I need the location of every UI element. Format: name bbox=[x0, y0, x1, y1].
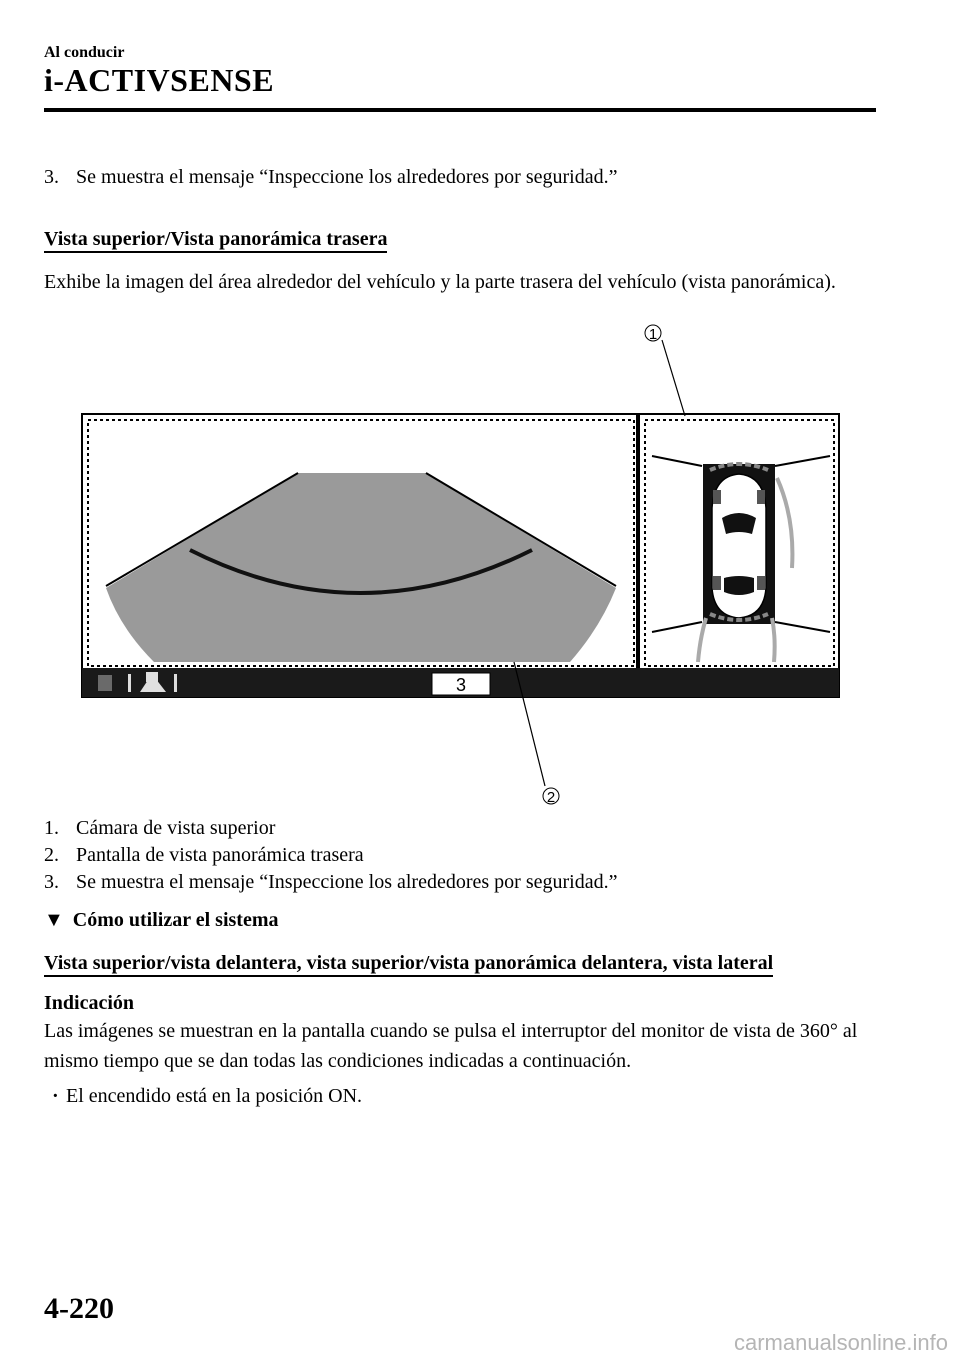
step-3 bbox=[44, 164, 884, 191]
subsection-paragraph: Exhibe la imagen del área alrededor del vehículo y la parte trasera del vehículo (vista panorámica). bbox=[44, 271, 836, 293]
bullet-icon: · bbox=[52, 1085, 59, 1107]
legend-item bbox=[44, 815, 884, 842]
legend-text: Pantalla de vista panorámica trasera bbox=[76, 844, 364, 866]
usage-heading bbox=[44, 909, 279, 932]
figure-legend bbox=[44, 815, 884, 896]
step-3-text: Se muestra el mensaje “Inspeccione los alrededores por seguridad.” bbox=[76, 166, 618, 188]
indication-title: Indicación bbox=[44, 992, 135, 1014]
legend-number: 3. bbox=[44, 871, 59, 893]
usage-heading-text: Cómo utilizar el sistema bbox=[72, 909, 279, 931]
legend-item bbox=[44, 869, 884, 896]
chapter-title: i-ACTIVSENSE bbox=[44, 62, 275, 98]
legend-text: Se muestra el mensaje “Inspeccione los alrededores por seguridad.” bbox=[76, 871, 618, 893]
indication-text: Las imágenes se muestran en la pantalla cuando se pulsa el interruptor del monitor de vista de 360° al mismo tiempo que se dan todas las condiciones indicadas a continuación. bbox=[44, 1020, 858, 1072]
triangle-marker-icon: ▼ bbox=[44, 909, 64, 931]
callout-2-label: 2 bbox=[546, 789, 556, 806]
legend-number: 1. bbox=[44, 817, 59, 839]
callout-1-leader bbox=[662, 340, 685, 416]
legend-text: Cámara de vista superior bbox=[76, 817, 276, 839]
usage-subheading-text: Vista superior/vista delantera, vista superior/vista panorámica delantera, vista lateral bbox=[44, 952, 773, 977]
legend-item bbox=[44, 842, 884, 869]
bullet-text: El encendido está en la posición ON. bbox=[66, 1085, 363, 1107]
condition-bullet bbox=[52, 1085, 362, 1108]
watermark: carmanualsonline.info bbox=[733, 1330, 948, 1355]
legend-number: 2. bbox=[44, 844, 59, 866]
step-3-number: 3. bbox=[44, 166, 59, 188]
subsection-title-text: Vista superior/Vista panorámica trasera bbox=[44, 228, 387, 253]
subsection-title-rear-panoramic bbox=[44, 228, 387, 251]
section-label: Al conducir bbox=[44, 44, 125, 61]
usage-subheading bbox=[44, 952, 773, 975]
header-rule bbox=[44, 108, 876, 112]
callout-1-label: 1 bbox=[648, 326, 658, 343]
page-number: 4-220 bbox=[44, 1292, 114, 1325]
monitor-figure bbox=[40, 318, 860, 810]
view-divider bbox=[636, 414, 640, 668]
callout-3-label: 3 bbox=[455, 675, 467, 695]
